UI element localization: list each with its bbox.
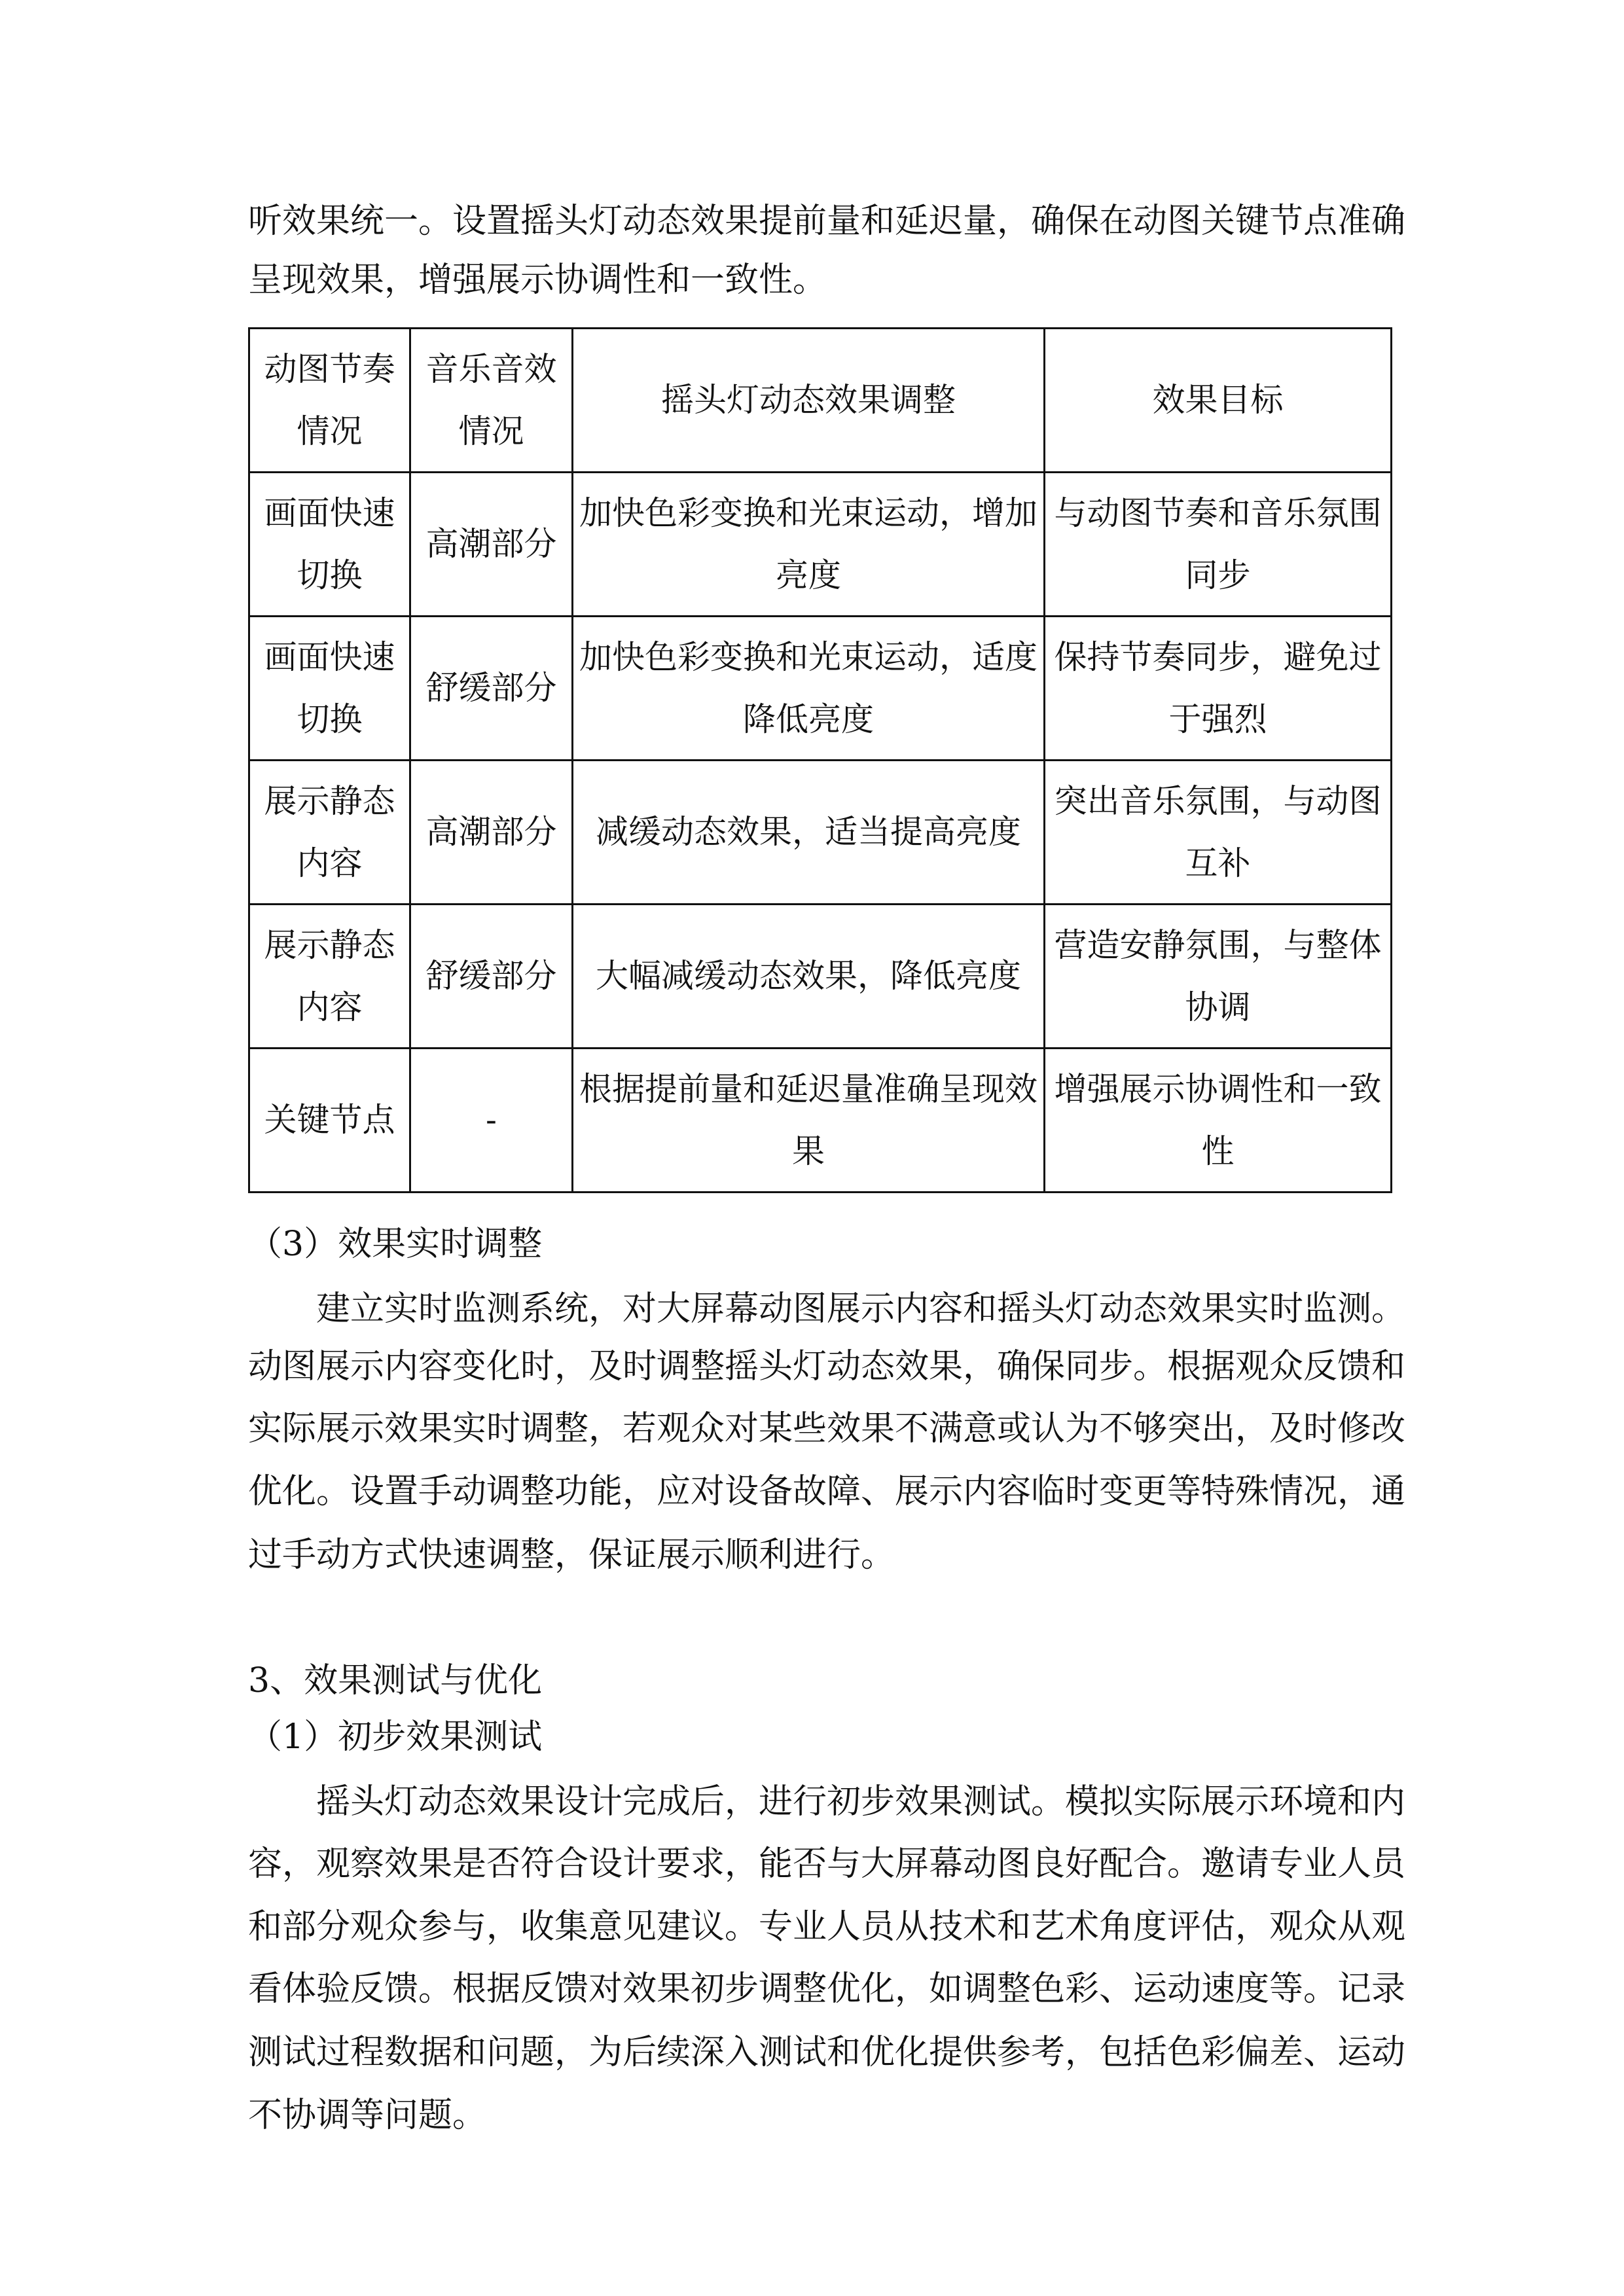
- subsection-heading: （1）初步效果测试: [248, 1717, 543, 1757]
- paragraph-line: 建立实时监测系统，对大屏幕动图展示内容和摇头灯动态效果实时监测。: [316, 1289, 1406, 1329]
- cell-line: 展示静态: [264, 781, 395, 820]
- cell-line: 与动图节奏和音乐氛围: [1054, 493, 1382, 532]
- table-row: [249, 1049, 1392, 1193]
- cell-line: 情况: [297, 412, 363, 450]
- cell-line: 同步: [1185, 556, 1251, 594]
- cell-line: 舒缓部分: [425, 669, 557, 707]
- intro-line: 呈现效果，增强展示协调性和一致性。: [248, 260, 827, 300]
- table-cell: [249, 905, 410, 1049]
- cell-line: 关键节点: [264, 1101, 395, 1139]
- table-row: [249, 473, 1392, 617]
- cell-line: 减缓动态效果，适当提高亮度: [596, 813, 1021, 851]
- paragraph-line: 优化。设置手动调整功能，应对设备故障、展示内容临时变更等特殊情况，通: [248, 1472, 1406, 1511]
- cell-line: 根据提前量和延迟量准确呈现效: [579, 1069, 1038, 1108]
- intro-line: 听效果统一。设置摇头灯动态效果提前量和延迟量，确保在动图关键节点准确: [248, 202, 1406, 241]
- cell-line: 保持节奏同步，避免过: [1054, 637, 1382, 676]
- cell-line: 高潮部分: [425, 525, 557, 563]
- cell-line: 加快色彩变换和光束运动，增加: [579, 493, 1038, 532]
- table-cell: [410, 473, 573, 617]
- cell-line: 大幅减缓动态效果，降低亮度: [596, 957, 1021, 995]
- table-header-row: [249, 329, 1392, 473]
- cell-line: 摇头灯动态效果调整: [661, 381, 956, 419]
- cell-line: 舒缓部分: [425, 957, 557, 995]
- table-cell: [249, 473, 410, 617]
- chapter-heading: 3、效果测试与优化: [248, 1661, 543, 1700]
- cell-line: 情况: [458, 412, 524, 450]
- table-cell: [249, 617, 410, 761]
- table-cell: [1045, 1049, 1392, 1193]
- paragraph-line: 不协调等问题。: [248, 2096, 487, 2135]
- table-cell: [410, 617, 573, 761]
- cell-line: 加快色彩变换和光束运动，适度: [579, 637, 1038, 676]
- cell-line: 果: [792, 1132, 825, 1170]
- cell-line: 音乐音效: [425, 350, 557, 388]
- table-cell: [249, 761, 410, 905]
- paragraph-line: 看体验反馈。根据反馈对效果初步调整优化，如调整色彩、运动速度等。记录: [248, 1969, 1406, 2009]
- cell-line: 高潮部分: [425, 813, 557, 851]
- table-cell: [1045, 617, 1392, 761]
- paragraph-line: 测试过程数据和问题，为后续深入测试和优化提供参考，包括色彩偏差、运动: [248, 2033, 1406, 2072]
- cell-line: 突出音乐氛围，与动图: [1054, 781, 1382, 820]
- table-cell: [1045, 473, 1392, 617]
- cell-line: 增强展示协调性和一致: [1054, 1069, 1382, 1108]
- paragraph-line: 过手动方式快速调整，保证展示顺利进行。: [248, 1535, 895, 1575]
- table-cell: [573, 617, 1045, 761]
- cell-line: 切换: [297, 700, 363, 738]
- cell-line: 协调: [1185, 988, 1251, 1026]
- paragraph-line: 动图展示内容变化时，及时调整摇头灯动态效果，确保同步。根据观众反馈和: [248, 1347, 1406, 1386]
- cell-line: 降低亮度: [743, 700, 874, 738]
- table-cell: [1045, 761, 1392, 905]
- table-cell: [249, 1049, 410, 1193]
- cell-line: 效果目标: [1152, 381, 1284, 419]
- table-cell: [1045, 905, 1392, 1049]
- paragraph-line: 容，观察效果是否符合设计要求，能否与大屏幕动图良好配合。邀请专业人员: [248, 1844, 1406, 1884]
- cell-line: 内容: [297, 844, 363, 882]
- table-cell: [573, 905, 1045, 1049]
- table-cell: [410, 329, 573, 473]
- table-cell: [573, 761, 1045, 905]
- table-cell: [573, 1049, 1045, 1193]
- table-row: [249, 617, 1392, 761]
- table-cell: [249, 329, 410, 473]
- paragraph-line: 实际展示效果实时调整，若观众对某些效果不满意或认为不够突出，及时修改: [248, 1409, 1406, 1448]
- cell-line: 亮度: [776, 556, 841, 594]
- table-cell: [410, 905, 573, 1049]
- table-cell: [573, 473, 1045, 617]
- table-cell: [410, 761, 573, 905]
- cell-line: 动图节奏: [264, 350, 395, 388]
- table-row: [249, 761, 1392, 905]
- table-cell: [410, 1049, 573, 1193]
- cell-line: 内容: [297, 988, 363, 1026]
- cell-line: 性: [1201, 1132, 1235, 1170]
- cell-line: 画面快速: [264, 637, 395, 676]
- cell-line: 画面快速: [264, 493, 395, 532]
- cell-line: -: [486, 1101, 497, 1139]
- cell-line: 展示静态: [264, 925, 395, 964]
- effect-table: [248, 327, 1392, 1193]
- table-cell: [1045, 329, 1392, 473]
- cell-line: 互补: [1185, 844, 1251, 882]
- table-row: [249, 905, 1392, 1049]
- cell-line: 于强烈: [1168, 700, 1267, 738]
- section-heading: （3）效果实时调整: [248, 1225, 543, 1264]
- paragraph-line: 摇头灯动态效果设计完成后，进行初步效果测试。模拟实际展示环境和内: [316, 1782, 1406, 1821]
- cell-line: 切换: [297, 556, 363, 594]
- cell-line: 营造安静氛围，与整体: [1054, 925, 1382, 964]
- table-cell: [573, 329, 1045, 473]
- paragraph-line: 和部分观众参与，收集意见建议。专业人员从技术和艺术角度评估，观众从观: [248, 1907, 1406, 1946]
